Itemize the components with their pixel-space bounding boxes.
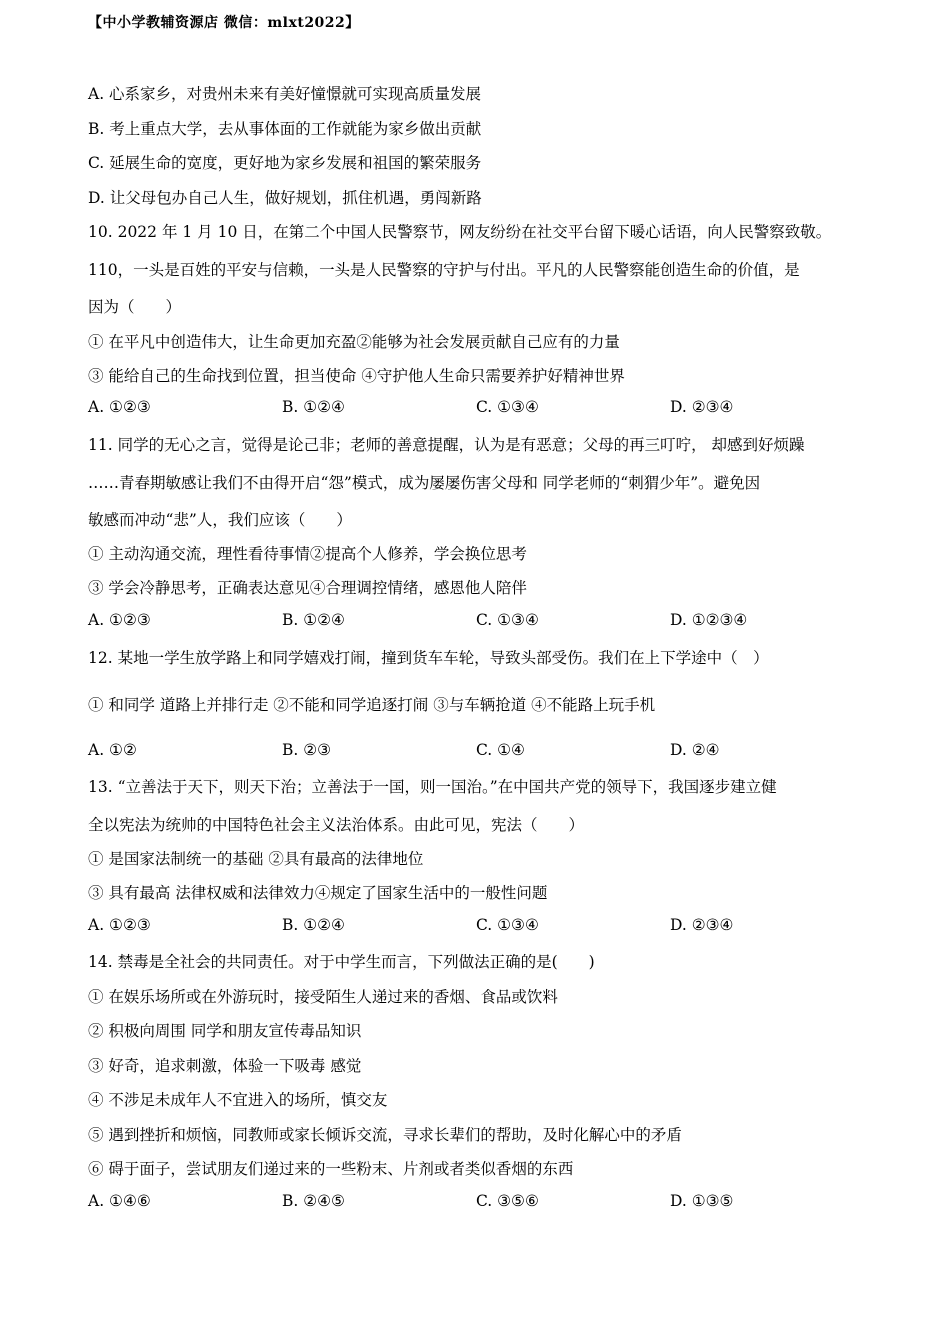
q14-stem: 14. 禁毒是全社会的共同责任。对于中学生而言，下列做法正确的是( ): [88, 953, 595, 971]
q14-choice-a: A. ①④⑥: [88, 1192, 151, 1210]
q14-choice-d: D. ①③⑤: [670, 1192, 734, 1210]
q13-statement-1: ① 是国家法制统一的基础 ②具有最高的法律地位: [88, 850, 424, 868]
q11-statement-2: ③ 学会冷静思考，正确表达意见④合理调控情绪，感恩他人陪伴: [88, 579, 527, 597]
q12-choice-d: D. ②④: [670, 741, 720, 759]
q11-statement-1: ① 主动沟通交流，理性看待事情②提高个人修养，学会换位思考: [88, 545, 527, 563]
q14-choice-b: B. ②④⑤: [282, 1192, 345, 1210]
q9-option-d: D. 让父母包办自己人生，做好规划，抓住机遇，勇闯新路: [88, 189, 482, 207]
q10-choice-a: A. ①②③: [88, 398, 151, 416]
q14-statement-6: ⑥ 碍于面子，尝试朋友们递过来的一些粉末、片剂或者类似香烟的东西: [88, 1160, 574, 1178]
q10-statement-2: ③ 能给自己的生命找到位置，担当使命 ④守护他人生命只需要养护好精神世界: [88, 367, 625, 385]
q10-choice-c: C. ①③④: [476, 398, 539, 416]
q14-statement-5: ⑤ 遇到挫折和烦恼，同教师或家长倾诉交流，寻求长辈们的帮助，及时化解心中的矛盾: [88, 1126, 682, 1144]
q10-stem-line-3: 因为（ ）: [88, 298, 182, 316]
q14-statement-4: ④ 不涉足未成年人不宜进入的场所，慎交友: [88, 1091, 388, 1109]
q11-choice-a: A. ①②③: [88, 611, 151, 629]
q11-choice-b: B. ①②④: [282, 611, 345, 629]
q11-stem-line-3: 敏感而冲动“悲”人，我们应该（ ）: [88, 511, 352, 529]
q14-statement-2: ② 积极向周围 同学和朋友宣传毒品知识: [88, 1022, 362, 1040]
q12-choice-a: A. ①②: [88, 741, 137, 759]
q13-choice-d: D. ②③④: [670, 916, 734, 934]
q13-choice-a: A. ①②③: [88, 916, 151, 934]
q13-stem-line-1: 13. “立善法于天下，则天下治；立善法于一国，则一国治。”在中国共产党的领导下，我国逐步建立健: [88, 778, 777, 796]
q11-stem-line-2: ……青春期敏感让我们不由得开启“怨”模式，成为屡屡伤害父母和 同学老师的“刺猬少年”。避免因: [88, 474, 761, 492]
q12-choice-b: B. ②③: [282, 741, 332, 759]
q10-stem-line-1: 10. 2022 年 1 月 10 日，在第二个中国人民警察节，网友纷纷在社交平台留下暖心话语，向人民警察致敬。: [88, 223, 832, 241]
q11-choice-c: C. ①③④: [476, 611, 539, 629]
q14-statement-1: ① 在娱乐场所或在外游玩时，接受陌生人递过来的香烟、食品或饮料: [88, 988, 558, 1006]
q11-choice-d: D. ①②③④: [670, 611, 748, 629]
q14-choice-c: C. ③⑤⑥: [476, 1192, 539, 1210]
page-header: 【中小学教辅资源店 微信：mlxt2022】: [88, 15, 360, 31]
q10-choice-b: B. ①②④: [282, 398, 345, 416]
q10-stem-line-2: 110，一头是百姓的平安与信赖，一头是人民警察的守护与付出。平凡的人民警察能创造生命的价值，是: [88, 261, 800, 279]
q13-statement-2: ③ 具有最高 法律权威和法律效力④规定了国家生活中的一般性问题: [88, 884, 548, 902]
q10-statement-1: ① 在平凡中创造伟大，让生命更加充盈②能够为社会发展贡献自己应有的力量: [88, 333, 620, 351]
q12-stem: 12. 某地一学生放学路上和同学嬉戏打闹，撞到货车车轮，导致头部受伤。我们在上下学途中（ ）: [88, 649, 769, 667]
q11-stem-line-1: 11. 同学的无心之言，觉得是论己非；老师的善意提醒，认为是有恶意；父母的再三叮咛， 却感到好烦躁: [88, 436, 805, 454]
q9-option-b: B. 考上重点大学，去从事体面的工作就能为家乡做出贡献: [88, 120, 482, 138]
q13-stem-line-2: 全以宪法为统帅的中国特色社会主义法治体系。由此可见，宪法（ ）: [88, 816, 585, 834]
q13-choice-c: C. ①③④: [476, 916, 539, 934]
q9-option-c: C. 延展生命的宽度，更好地为家乡发展和祖国的繁荣服务: [88, 154, 482, 172]
q14-statement-3: ③ 好奇，追求刺激，体验一下吸毒 感觉: [88, 1057, 362, 1075]
q12-statements: ① 和同学 道路上并排行走 ②不能和同学追逐打闹 ③与车辆抢道 ④不能路上玩手机: [88, 696, 656, 714]
q10-choice-d: D. ②③④: [670, 398, 734, 416]
q12-choice-c: C. ①④: [476, 741, 525, 759]
q9-option-a: A. 心系家乡，对贵州未来有美好憧憬就可实现高质量发展: [88, 85, 482, 103]
q13-choice-b: B. ①②④: [282, 916, 345, 934]
